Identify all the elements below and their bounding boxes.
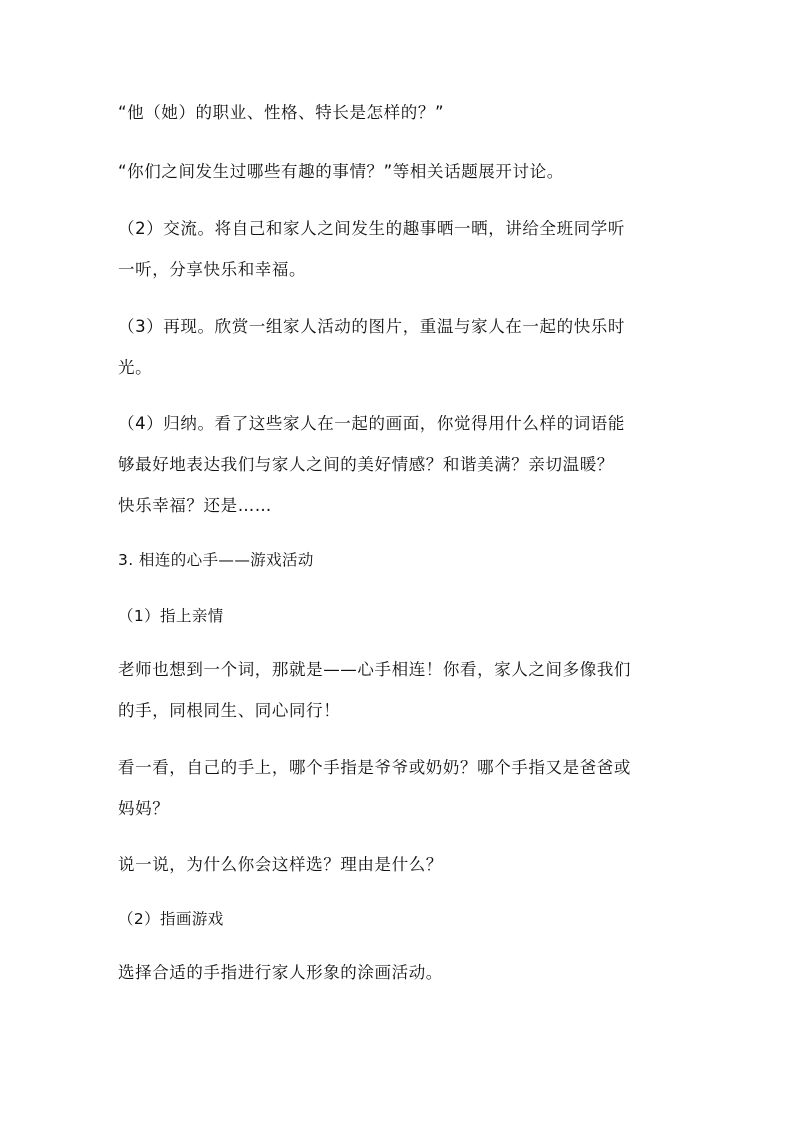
discussion-question-2: “你们之间发生过哪些有趣的事情？”等相关话题展开讨论。 (118, 162, 564, 181)
step-3-recall-line-1: （3）再现。欣赏一组家人活动的图片，重温与家人在一起的快乐时 (118, 317, 625, 336)
subsection-1-heading: （1）指上亲情 (118, 607, 224, 625)
step-3-recall-line-2: 光。 (118, 358, 153, 377)
step-4-summary-line-2: 够最好地表达我们与家人之间的美好情感？和谐美满？亲切温暖？ (118, 455, 614, 474)
teacher-words-line-2: 的手，同根同生、同心同行！ (118, 701, 341, 720)
step-4-summary-line-1: （4）归纳。看了这些家人在一起的画面，你觉得用什么样的词语能 (118, 414, 625, 433)
section-3-heading: 3. 相连的心手——游戏活动 (118, 551, 314, 569)
step-2-exchange-line-2: 一听，分享快乐和幸福。 (118, 260, 307, 279)
teacher-words-line-1: 老师也想到一个词，那就是——心手相连！你看，家人之间多像我们 (118, 660, 631, 679)
reason-question: 说一说，为什么你会这样选？理由是什么？ (118, 855, 443, 874)
step-2-exchange-line-1: （2）交流。将自己和家人之间发生的趣事晒一晒，讲给全班同学听 (118, 219, 625, 238)
step-4-summary-line-3: 快乐幸福？还是…… (118, 496, 272, 515)
discussion-question-1: “他（她）的职业、性格、特长是怎样的？” (118, 103, 445, 122)
finger-question-line-2: 妈妈？ (118, 799, 170, 818)
subsection-2-heading: （2）指画游戏 (118, 910, 224, 928)
painting-activity-text: 选择合适的手指进行家人形象的涂画活动。 (118, 963, 443, 982)
finger-question-line-1: 看一看，自己的手上，哪个手指是爷爷或奶奶？哪个手指又是爸爸或 (118, 758, 631, 777)
